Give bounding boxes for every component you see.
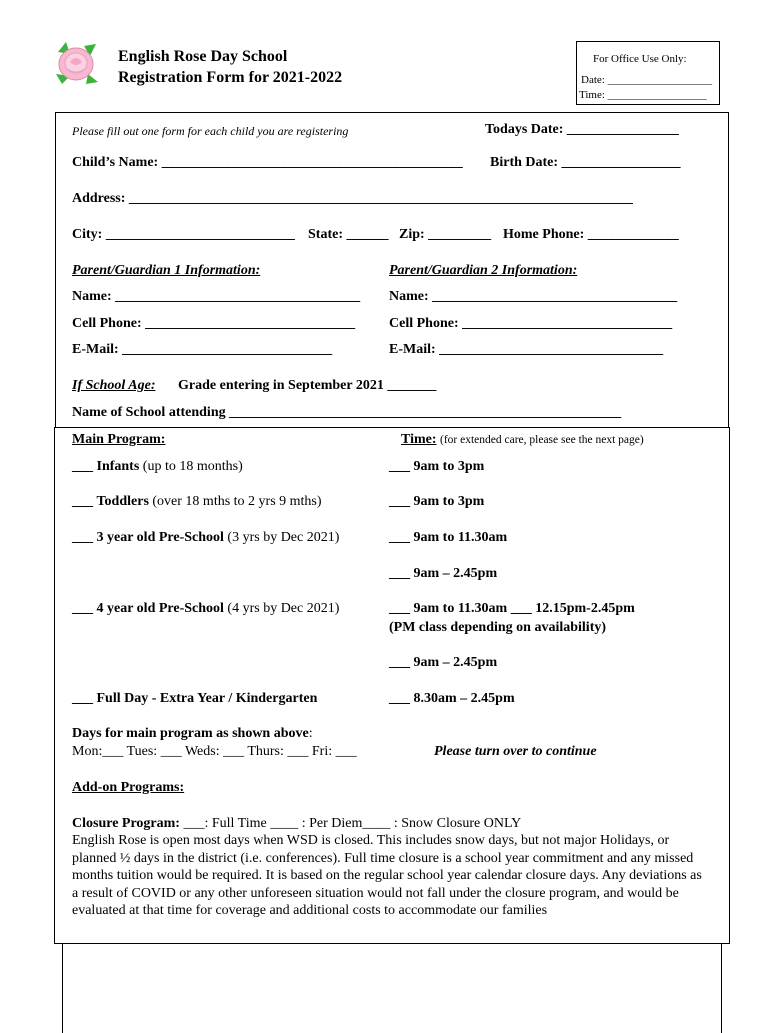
school-age-label: If School Age: <box>72 378 156 393</box>
instruction-text: Please fill out one form for each child you are registering <box>72 124 349 138</box>
program-option-toddlers[interactable] <box>72 494 322 510</box>
option-name: Full Day - Extra Year / Kindergarten <box>96 691 318 706</box>
parent1-heading: Parent/Guardian 1 Information: <box>72 263 261 278</box>
option-name: 4 year old Pre-School <box>96 601 224 616</box>
lower-frame <box>62 943 722 1033</box>
program-option-4yr-preschool[interactable] <box>72 601 339 617</box>
option-detail: (up to 18 months) <box>142 459 243 474</box>
pm-availability-note: (PM class depending on availability) <box>389 620 607 635</box>
time-option-toddlers[interactable]: ___ 9am to 3pm <box>389 494 485 509</box>
home-phone-field[interactable]: Home Phone: _____________ <box>503 227 679 242</box>
closure-program-label: Closure Program: <box>72 816 180 831</box>
office-title: For Office Use Only: <box>593 53 687 65</box>
option-blank: ___ <box>72 494 93 509</box>
days-label-group <box>72 726 313 742</box>
office-date-field[interactable]: Date: ___________________ <box>581 74 713 86</box>
option-detail: (over 18 mths to 2 yrs 9 mths) <box>152 494 322 509</box>
time-option-4yr-full-day[interactable]: ___ 9am – 2.45pm <box>389 655 498 670</box>
program-option-full-day-kindergarten[interactable] <box>72 691 317 707</box>
grade-entering-field[interactable]: Grade entering in September 2021 _______ <box>178 378 437 393</box>
option-blank: ___ <box>72 530 93 545</box>
todays-date-field[interactable]: Todays Date: ________________ <box>485 122 679 137</box>
main-program-heading: Main Program: <box>72 432 166 447</box>
option-blank: ___ <box>72 459 93 474</box>
form-title: Registration Form for 2021-2022 <box>118 69 343 86</box>
office-use-box <box>576 41 720 105</box>
child-name-field[interactable]: Child’s Name: ___________________________________________ <box>72 155 463 170</box>
school-name: English Rose Day School <box>118 48 288 65</box>
parent2-email-field[interactable]: E-Mail: ________________________________ <box>389 342 664 357</box>
option-name: Toddlers <box>96 494 149 509</box>
zip-field[interactable]: Zip: _________ <box>399 227 492 242</box>
turn-over-note: Please turn over to continue <box>434 744 597 759</box>
school-attending-field[interactable]: Name of School attending ________________________________________________________ <box>72 405 622 420</box>
closure-program-line[interactable] <box>72 816 521 832</box>
option-detail: (4 yrs by Dec 2021) <box>227 601 340 616</box>
days-label: Days for main program as shown above <box>72 726 309 741</box>
time-option-kindergarten[interactable]: ___ 8.30am – 2.45pm <box>389 691 515 706</box>
state-field[interactable]: State: ______ <box>308 227 389 242</box>
option-name: 3 year old Pre-School <box>96 530 224 545</box>
time-note: (for extended care, please see the next page) <box>440 434 644 446</box>
program-option-3yr-preschool[interactable] <box>72 530 339 546</box>
time-option-3yr-full-day[interactable]: ___ 9am – 2.45pm <box>389 566 498 581</box>
rose-icon <box>52 38 100 88</box>
option-name: Infants <box>96 459 140 474</box>
city-field[interactable]: City: ___________________________ <box>72 227 295 242</box>
birth-date-field[interactable]: Birth Date: _________________ <box>490 155 681 170</box>
option-detail: (3 yrs by Dec 2021) <box>227 530 340 545</box>
parent2-heading: Parent/Guardian 2 Information: <box>389 263 578 278</box>
closure-program-description: English Rose is open most days when WSD is closed. This includes snow days, but not major Holidays, or planned ½ days in the district (i.e. conferences). Full time closure is a school year commitment and any missed months tuition would be required. It is based on the regular school year calendar closure days. Any deviations as a result of COVID or any other unforeseen situation would not fall under the closure program, and would be evaluated at that time for coverage and additional costs to accommodate our families <box>72 833 702 918</box>
parent1-name-field[interactable]: Name: ___________________________________ <box>72 289 361 304</box>
parent2-name-field[interactable]: Name: ___________________________________ <box>389 289 678 304</box>
option-blank: ___ <box>72 691 93 706</box>
address-field[interactable]: Address: ________________________________________________________________________ <box>72 191 633 206</box>
time-option-3yr-half-day[interactable]: ___ 9am to 11.30am <box>389 530 508 545</box>
parent1-email-field[interactable]: E-Mail: ______________________________ <box>72 342 333 357</box>
addon-programs-heading: Add-on Programs: <box>72 780 185 795</box>
parent2-cell-field[interactable]: Cell Phone: ______________________________ <box>389 316 673 331</box>
time-heading: Time: <box>401 432 437 447</box>
time-heading-group <box>401 432 644 448</box>
closure-program-options: ___: Full Time ____ : Per Diem____ : Snow Closure ONLY <box>179 816 522 831</box>
option-blank: ___ <box>72 601 93 616</box>
days-selection-field[interactable]: Mon:___ Tues: ___ Weds: ___ Thurs: ___ Fri: ___ <box>72 744 357 759</box>
program-option-infants[interactable] <box>72 459 243 475</box>
days-colon: : <box>308 726 313 741</box>
time-option-infants[interactable]: ___ 9am to 3pm <box>389 459 485 474</box>
time-option-4yr-am-pm[interactable]: ___ 9am to 11.30am ___ 12.15pm-2.45pm <box>389 601 635 616</box>
parent1-cell-field[interactable]: Cell Phone: ______________________________ <box>72 316 356 331</box>
office-time-field[interactable]: Time: __________________ <box>579 89 707 101</box>
